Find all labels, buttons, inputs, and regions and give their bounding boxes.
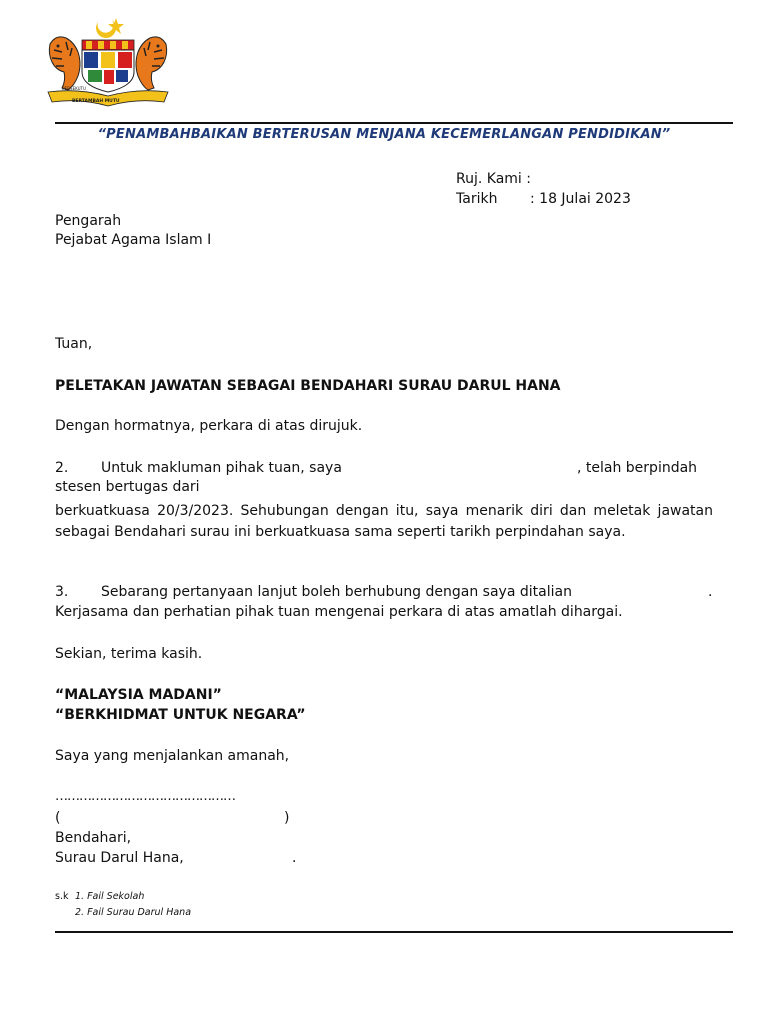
para2-line2: stesen bertugas dari [55, 479, 200, 495]
signature-dotted-line: ……………………………………… [55, 789, 235, 804]
para3-line2: Kerjasama dan perhatian pihak tuan mengenai perkara di atas amatlah dihargai. [55, 604, 623, 620]
cc-label: s.k [55, 891, 69, 902]
signoff-line: Saya yang menjalankan amanah, [55, 748, 290, 764]
para2-body: berkuatkuasa 20/3/2023. Sehubungan dengan itu, saya menarik diri dan meletak jawatan sebagai Bendahari surau ini berkuatkuasa sama seperti tarikh perpindahan saya. [55, 503, 713, 540]
closing-line: Sekian, terima kasih. [55, 646, 203, 662]
scroll-text-bottom: BERTAMBAH MUTU [72, 99, 120, 104]
scroll-text-top: BERSEKUTU [62, 86, 86, 91]
reference-label: Ruj. Kami : [456, 171, 531, 187]
left-tiger-icon [49, 37, 80, 90]
recipient-title: Pengarah [55, 213, 122, 229]
cc-item-1: 1. Fail Sekolah [75, 891, 145, 902]
slogan-negara: “BERKHIDMAT UNTUK NEGARA” [55, 707, 306, 723]
para3-line1: Sebarang pertanyaan lanjut boleh berhubung dengan saya ditalian [101, 584, 572, 600]
salutation: Tuan, [55, 336, 93, 352]
para3-line1-end: . [708, 584, 713, 600]
signer-place-end: . [292, 850, 297, 866]
date-value: : 18 Julai 2023 [530, 191, 631, 207]
signer-position: Bendahari, [55, 830, 132, 846]
cc-item-2: 2. Fail Surau Darul Hana [75, 907, 192, 918]
right-tiger-icon [136, 37, 167, 90]
date-label: Tarikh [456, 191, 498, 207]
slogan-madani: “MALAYSIA MADANI” [55, 687, 222, 703]
name-paren-open: ( [55, 810, 61, 826]
para2-number: 2. [55, 460, 69, 476]
name-paren-close: ) [284, 810, 290, 826]
para2-line1-end: , telah berpindah [577, 460, 698, 476]
recipient-office: Pejabat Agama Islam I [55, 232, 212, 248]
ministry-motto: “PENAMBAHBAIKAN BERTERUSAN MENJANA KECEMERLANGAN PENDIDIKAN” [97, 127, 671, 142]
footer-divider [55, 931, 733, 933]
header-divider [55, 122, 733, 124]
para3-number: 3. [55, 584, 69, 600]
para2-line1-start: Untuk makluman pihak tuan, saya [101, 460, 342, 476]
signer-place: Surau Darul Hana, [55, 850, 184, 866]
coat-of-arms-logo [42, 14, 174, 110]
shield-icon [82, 40, 134, 92]
letter-subject: PELETAKAN JAWATAN SEBAGAI BENDAHARI SURAU DARUL HANA [55, 378, 561, 394]
intro-line: Dengan hormatnya, perkara di atas dirujuk. [55, 418, 363, 434]
